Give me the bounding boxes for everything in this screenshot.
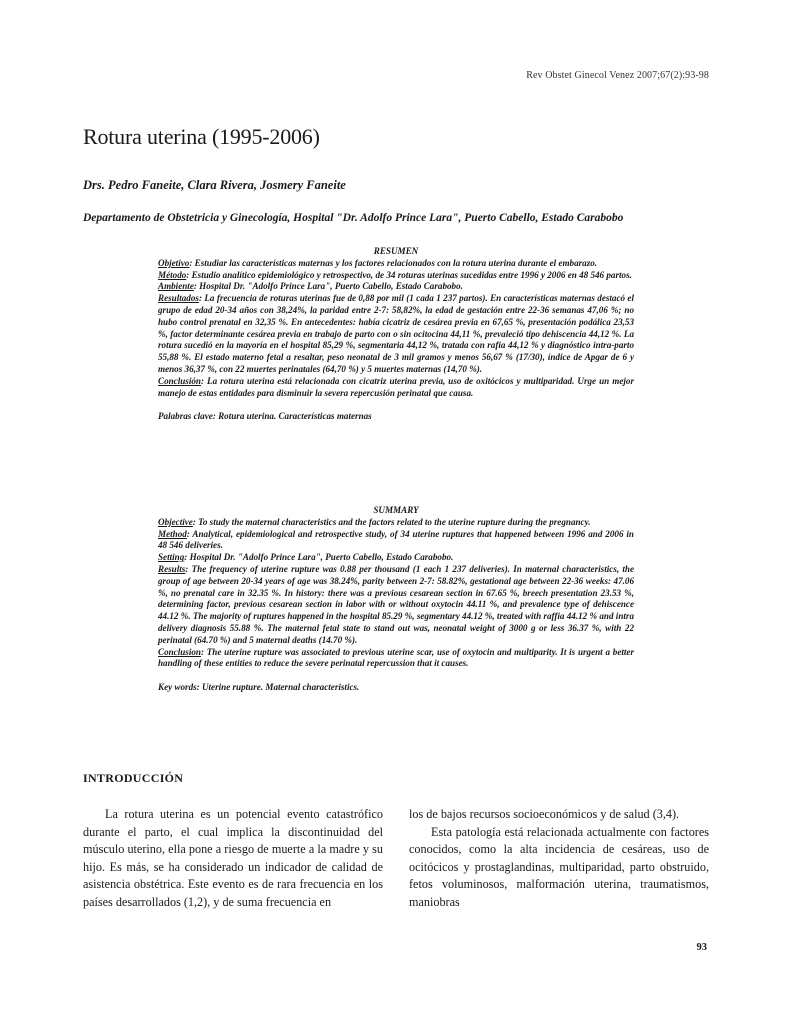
article-title: Rotura uterina (1995-2006)	[83, 124, 320, 149]
summary-setting-label: Setting	[158, 552, 185, 563]
resumen-objetivo-label: Objetivo	[158, 257, 190, 268]
resumen-conclusion-text: : La rotura uterina está relacionada con cicatriz uterina previa, uso de oxitócicos y multiparidad. Urge un mejor manejo de estas entidades para disminuir la severa repercusión perinatal que causa.	[158, 375, 634, 398]
resumen-ambiente-label: Ambiente	[158, 281, 194, 292]
resumen-ambiente	[158, 281, 634, 293]
summary-objective-label: Objective	[158, 516, 193, 527]
resumen-conclusion	[158, 376, 634, 400]
summary-method-text: : Analytical, epidemiological and retrospective study, of 34 uterine ruptures that happened between 1996 and 2006 in 48 546 deliveries.	[158, 528, 634, 551]
summary-method	[158, 529, 634, 553]
summary-objective	[158, 517, 634, 529]
resumen-keywords: Palabras clave: Rotura uterina. Características maternas	[158, 411, 372, 422]
article-authors: Drs. Pedro Faneite, Clara Rivera, Josmery Faneite	[83, 178, 346, 192]
body-paragraph: La rotura uterina es un potencial evento catastrófico durante el parto, el cual implica la discontinuidad del músculo uterino, ella pone a riesgo de muerte a la madre y su hijo. Es más, se ha considerado un indicador de calidad de asistencia obstétrica. Este evento es de rara frecuencia en los países desarrollados (1,2), y de suma frecuencia en	[83, 807, 383, 909]
body-column-left	[83, 806, 383, 912]
resumen-ambiente-text: : Hospital Dr. "Adolfo Prince Lara", Puerto Cabello, Estado Carabobo.	[193, 281, 463, 292]
body-paragraph: Esta patología está relacionada actualmente con factores conocidos, como la alta incidencia de cesáreas, uso de ocitócicos y prostaglandinas, multiparidad, parto obstruido, fetos voluminosos, malformación uterina, traumatismos, maniobras	[409, 824, 709, 909]
body-column-right	[409, 806, 709, 912]
resumen-resultados	[158, 293, 634, 376]
resumen-conclusion-label: Conclusión	[158, 375, 201, 386]
summary-results-text: : The frequency of uterine rupture was 0.88 per thousand (1 each 1 237 deliveries). In maternal characteristics, the group of age between 20-34 years of age was 38.24%, parity between 2-7: 58.82%, gestational age between 22-36 weeks: 47.06 %, no prenatal care in 32.35 %. In history: there was a previous cesarean section in 67.65 %, breech presentation 23.53 %, determining factor, previous cesarean section in labor with or without oxytocin 44.11 %, and prevalence type of dehiscence 44.12 %. The majority of ruptures happened in the hospital 85.29 %, segmentary 44.12 %, treated with raffia 44.12 % and intra delivery diagnosis 55.88 %. The maternal fetal state to stand out was, neonatal weight of 3000 g or less 36.37 %, with 22 perinatal (64.70 %) and 5 maternal deaths (14.70 %).	[158, 563, 634, 645]
summary-conclusion-label: Conclusion	[158, 646, 201, 657]
resumen-heading: RESUMEN	[373, 246, 419, 256]
journal-reference: Rev Obstet Ginecol Venez 2007;67(2):93-98	[526, 70, 709, 81]
summary-keywords: Key words: Uterine rupture. Maternal characteristics.	[158, 682, 360, 693]
introduccion-heading: INTRODUCCIÓN	[83, 771, 184, 785]
resumen-metodo-label: Método	[158, 269, 187, 280]
summary-conclusion-text: : The uterine rupture was associated to previous uterine scar, use of oxytocin and multiparity. It is urgent a better handling of these entities to reduce the severe perinatal repercussion that it causes.	[158, 646, 634, 669]
summary-block	[158, 505, 634, 694]
resumen-metodo-text: : Estudio analítico epidemiológico y retrospectivo, de 34 roturas uterinas sucedidas entre 1996 y 2006 en 48 546 partos.	[186, 269, 632, 280]
resumen-metodo	[158, 270, 634, 282]
page-number: 93	[696, 942, 707, 953]
summary-objective-text: : To study the maternal characteristics and the factors related to the uterine rupture during the pregnancy.	[192, 516, 591, 527]
summary-heading: SUMMARY	[373, 505, 419, 515]
summary-conclusion	[158, 647, 634, 671]
article-affiliation: Departamento de Obstetricia y Ginecología, Hospital "Dr. Adolfo Prince Lara", Puerto Cabello, Estado Carabobo	[83, 212, 624, 224]
summary-results-label: Results	[158, 563, 186, 574]
body-paragraph: los de bajos recursos socioeconómicos y de salud (3,4).	[409, 807, 680, 821]
summary-setting	[158, 552, 634, 564]
summary-setting-text: : Hospital Dr. "Adolfo Prince Lara", Puerto Cabello, Estado Carabobo.	[184, 552, 454, 563]
resumen-resultados-label: Resultados	[158, 293, 199, 304]
summary-method-label: Method	[158, 528, 187, 539]
resumen-resultados-text: : La frecuencia de roturas uterinas fue de 0,88 por mil (1 cada 1 237 partos). En características maternas destacó el grupo de edad 20-34 años con 38,24%, la paridad entre 2-7: 58,82%, la edad de gestación entre 22-36 semanas 47,06 %; no hubo control prenatal en 32,35 %. En antecedentes: había cicatriz de cesárea previa en 67,65 %, presentación podálica 23,53 %, factor determinante cesárea previa en trabajo de parto con o sin ocitocina 44,11 %, prevaleció tipo dehiscencia 44,12 %. La rotura sucedió en la mayoría en el hospital 85,29 %, segmentaria 44,12 %, tratada con rafia 44,12 % y diagnóstico intra-parto 55,88 %. El estado materno fetal a resaltar, peso neonatal de 3 mil gramos y menos 56,67 % (17/30), índice de Apgar de 6 y menos 36,37 %, con 22 muertes perinatales (64,70 %) y 5 muertes maternas (14,70 %).	[158, 293, 634, 374]
resumen-objetivo-text: : Estudiar las características maternas y los factores relacionados con la rotura uterina durante el embarazo.	[189, 257, 598, 268]
resumen-block	[158, 246, 634, 423]
resumen-objetivo	[158, 258, 634, 270]
summary-results	[158, 564, 634, 647]
